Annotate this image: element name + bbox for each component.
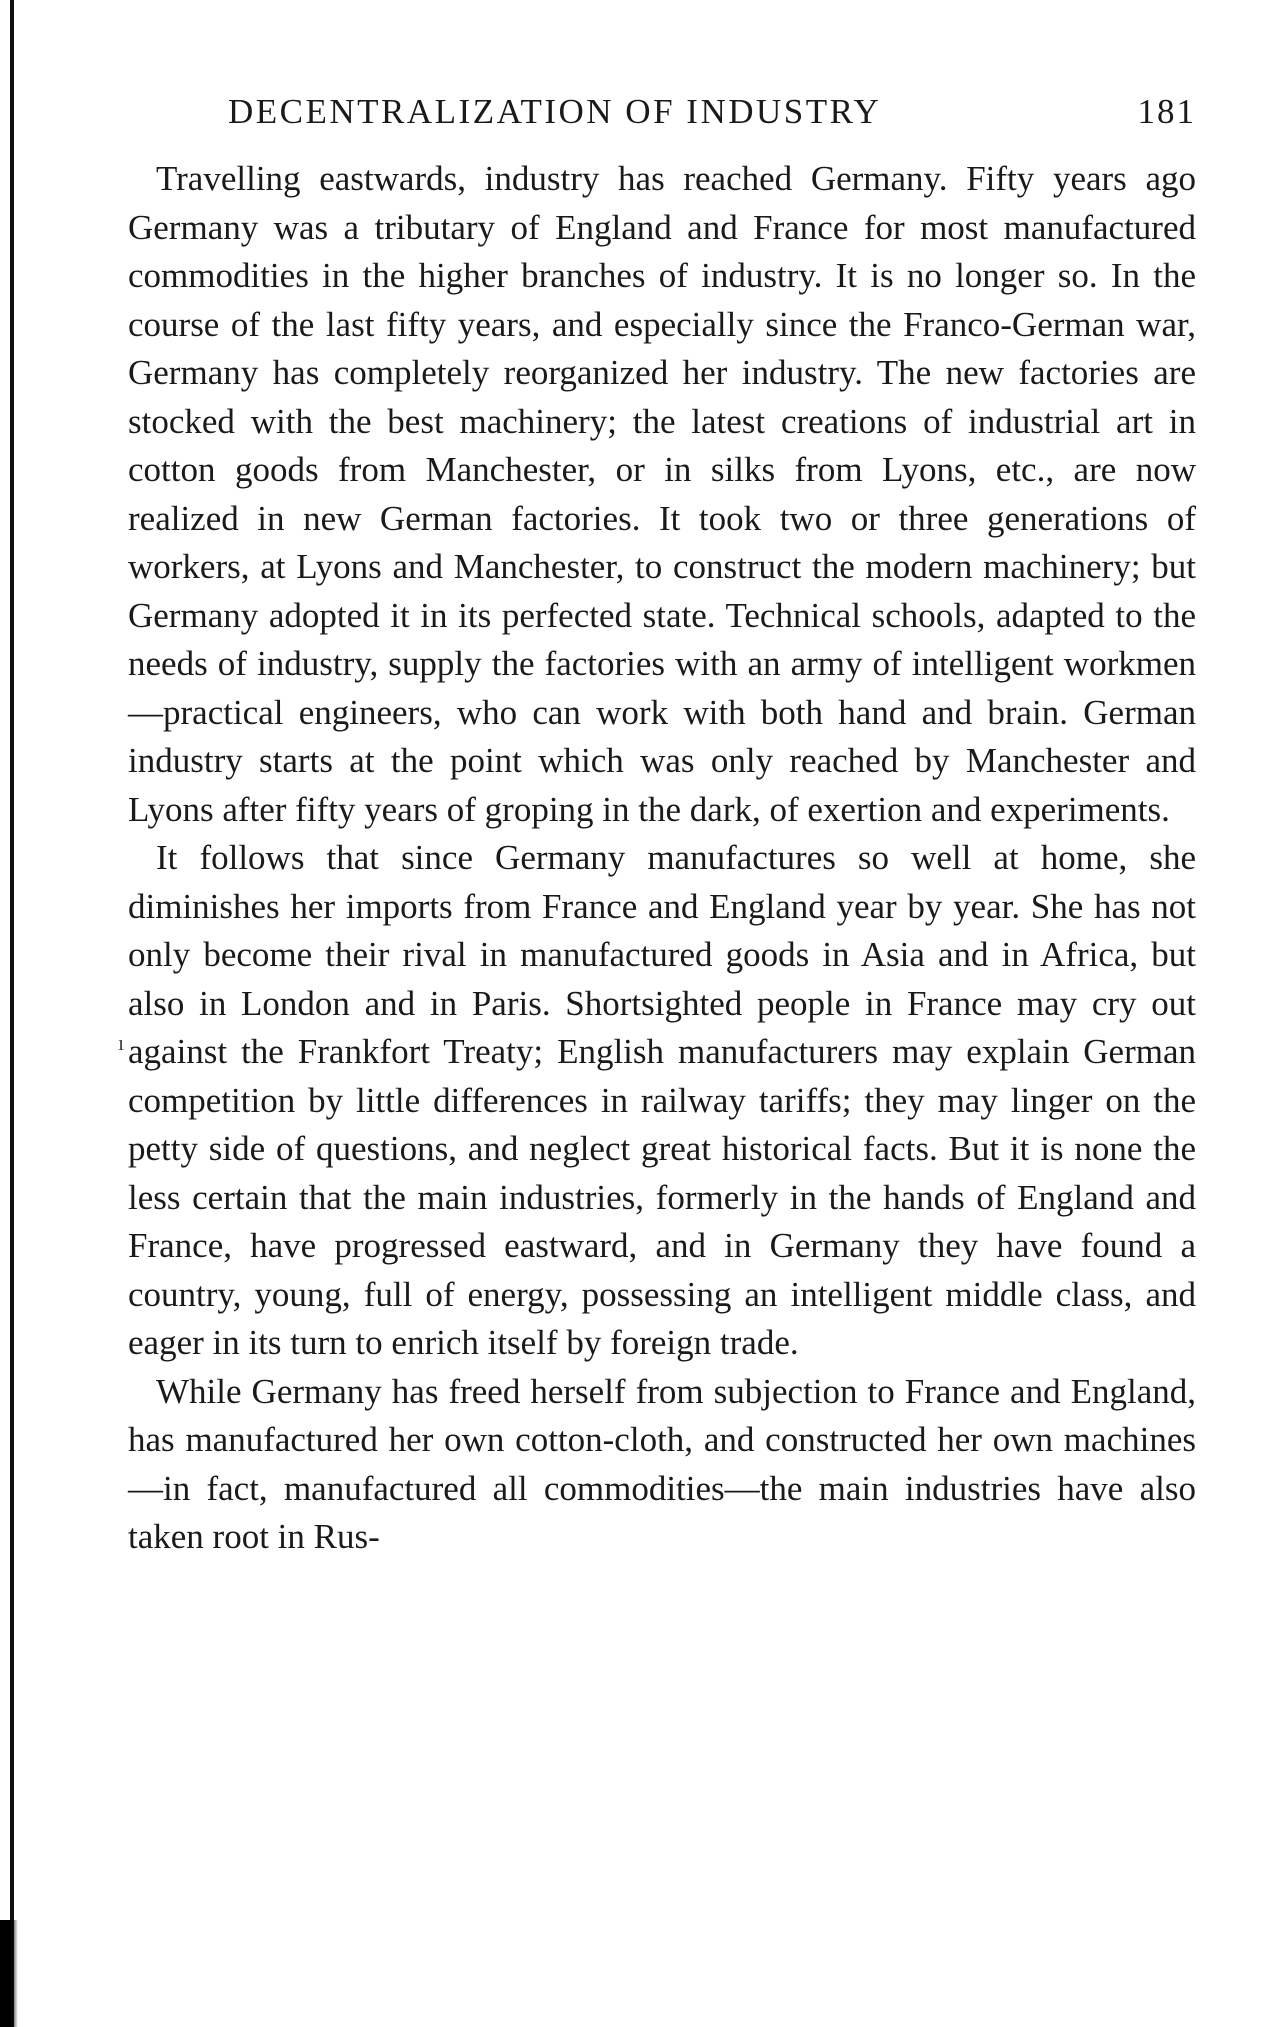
paragraph-2: It follows that since Germany manufactures so well at home, she diminishes her imports from France and England year by year. She has not only become their rival in manufactured goods in Asia and in Africa, but also in London and in Paris. Shortsighted people in France may cry out against the Frankfort Treaty; English manufacturers may explain German competition by little differences in railway tariffs; they may linger on the petty side of questions, and neglect great historical facts. But it is none the less certain that the main industries, formerly in the hands of England and France, have progressed eastward, and in Germany they have found a country, young, full of energy, possessing an intelligent middle class, and eager in its turn to enrich itself by foreign trade. [128,838,1196,1362]
binding-shadow [0,1920,18,2027]
running-title: DECENTRALIZATION OF INDUSTRY [228,92,882,131]
page-number: 181 [1137,92,1196,131]
body-text [128,155,1196,1562]
paragraph-3: While Germany has freed herself from subjection to France and England, has manufactured her own cotton-cloth, and constructed her own machines—in fact, manufactured all commodities—the main industries have also taken root in Rus- [128,1371,1196,1556]
running-head [128,92,1208,142]
paragraph-1: Travelling eastwards, industry has reached Germany. Fifty years ago Germany was a tributary of England and France for most manufactured commodities in the higher branches of industry. It is no longer so. In the course of the last fifty years, and especially since the Franco-German war, Germany has completely reorganized her industry. The new factories are stocked with the best machinery; the latest creations of industrial art in cotton goods from Manchester, or in silks from Lyons, etc., are now realized in new German factories. It took two or three generations of workers, at Lyons and Manchester, to construct the modern machinery; but Germany adopted it in its perfected state. Technical schools, adapted to the needs of industry, supply the factories with an army of intelligent workmen—practical engineers, who can work with both hand and brain. German industry starts at the point which was only reached by Manchester and Lyons after fifty years of groping in the dark, of exertion and experiments. [128,159,1196,829]
binding-edge [10,0,14,2027]
margin-mark: ı [118,1030,125,1055]
